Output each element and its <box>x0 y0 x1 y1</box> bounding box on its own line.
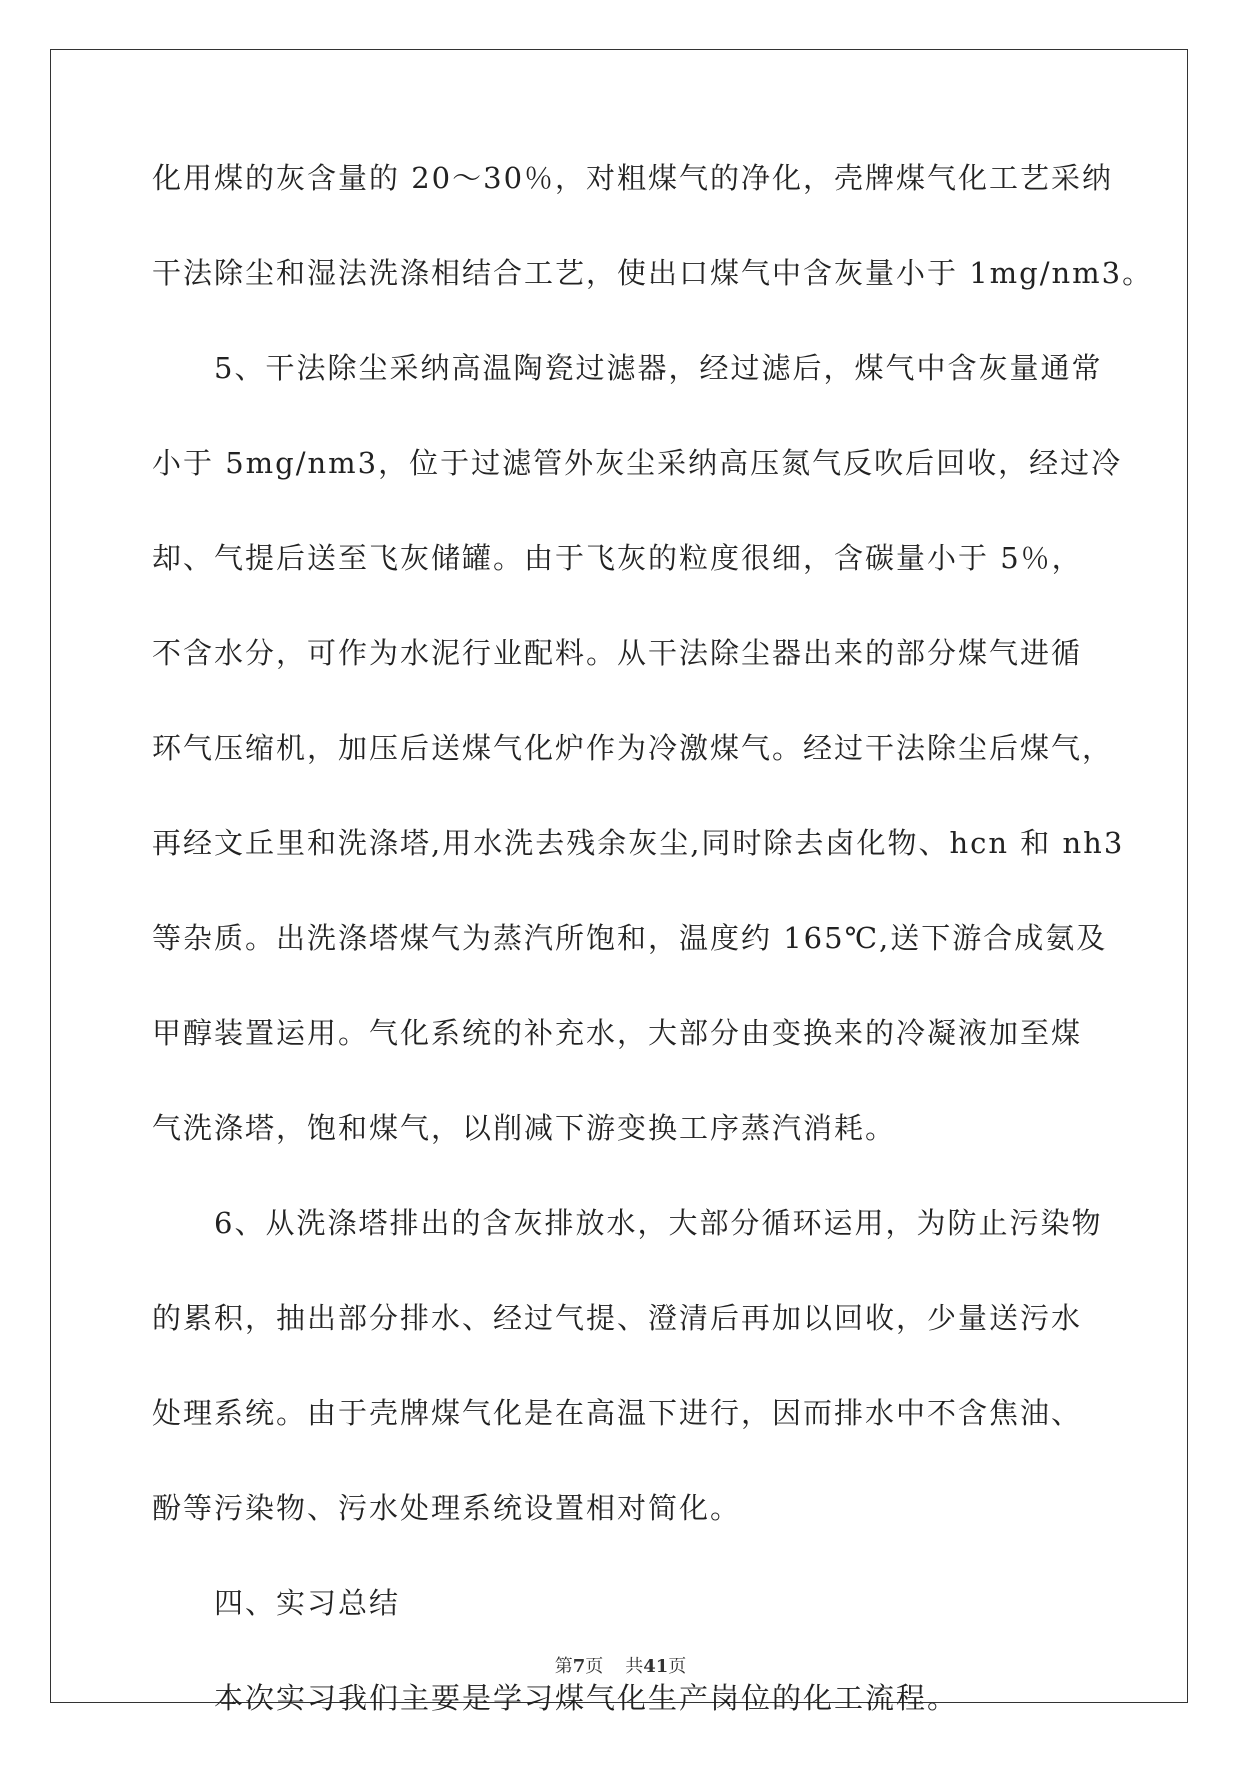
total-pages: 41 <box>643 1656 669 1677</box>
text-line: 再经文丘里和洗涤塔,用水洗去残余灰尘,同时除去卤化物、hcn 和 nh3 <box>152 826 1125 860</box>
total-prefix: 共 <box>625 1656 644 1677</box>
paragraph-start-line: 6、从洗涤塔排出的含灰排放水，大部分循环运用，为防止污染物 <box>214 1206 1103 1240</box>
page-number: 7 <box>572 1656 586 1677</box>
page-prefix: 第 <box>554 1656 573 1677</box>
text-line: 化用煤的灰含量的 20～30％，对粗煤气的净化，壳牌煤气化工艺采纳 <box>152 161 1114 195</box>
page-footer <box>0 1655 1241 1679</box>
page-suffix: 页 <box>585 1656 604 1677</box>
document-body <box>152 158 1154 1773</box>
text-line: 等杂质。出洗涤塔煤气为蒸汽所饱和，温度约 165℃,送下游合成氨及 <box>152 921 1108 955</box>
text-line: 甲醇装置运用。气化系统的补充水，大部分由变换来的冷凝液加至煤 <box>152 1016 1083 1050</box>
paragraph-start-line: 5、干法除尘采纳高温陶瓷过滤器，经过滤后，煤气中含灰量通常 <box>214 351 1103 385</box>
paragraph-start-line: 本次实习我们主要是学习煤气化生产岗位的化工流程。 <box>214 1681 959 1715</box>
text-line: 干法除尘和湿法洗涤相结合工艺，使出口煤气中含灰量小于 1mg/nm3。 <box>152 256 1154 290</box>
text-line: 不含水分，可作为水泥行业配料。从干法除尘器出来的部分煤气进循 <box>152 636 1083 670</box>
text-line: 气洗涤塔，饱和煤气，以削减下游变换工序蒸汽消耗。 <box>152 1111 897 1145</box>
text-line: 处理系统。由于壳牌煤气化是在高温下进行，因而排水中不含焦油、 <box>152 1396 1083 1430</box>
text-line: 环气压缩机，加压后送煤气化炉作为冷激煤气。经过干法除尘后煤气， <box>152 731 1114 765</box>
total-suffix: 页 <box>668 1656 687 1677</box>
text-line: 小于 5mg/nm3，位于过滤管外灰尘采纳高压氮气反吹后回收，经过冷 <box>152 446 1123 480</box>
text-line: 却、气提后送至飞灰储罐。由于飞灰的粒度很细，含碳量小于 5％， <box>152 541 1083 575</box>
text-line: 酚等污染物、污水处理系统设置相对简化。 <box>152 1491 742 1525</box>
section-heading: 四、实习总结 <box>214 1586 401 1620</box>
text-line: 的累积，抽出部分排水、经过气提、澄清后再加以回收，少量送污水 <box>152 1301 1083 1335</box>
